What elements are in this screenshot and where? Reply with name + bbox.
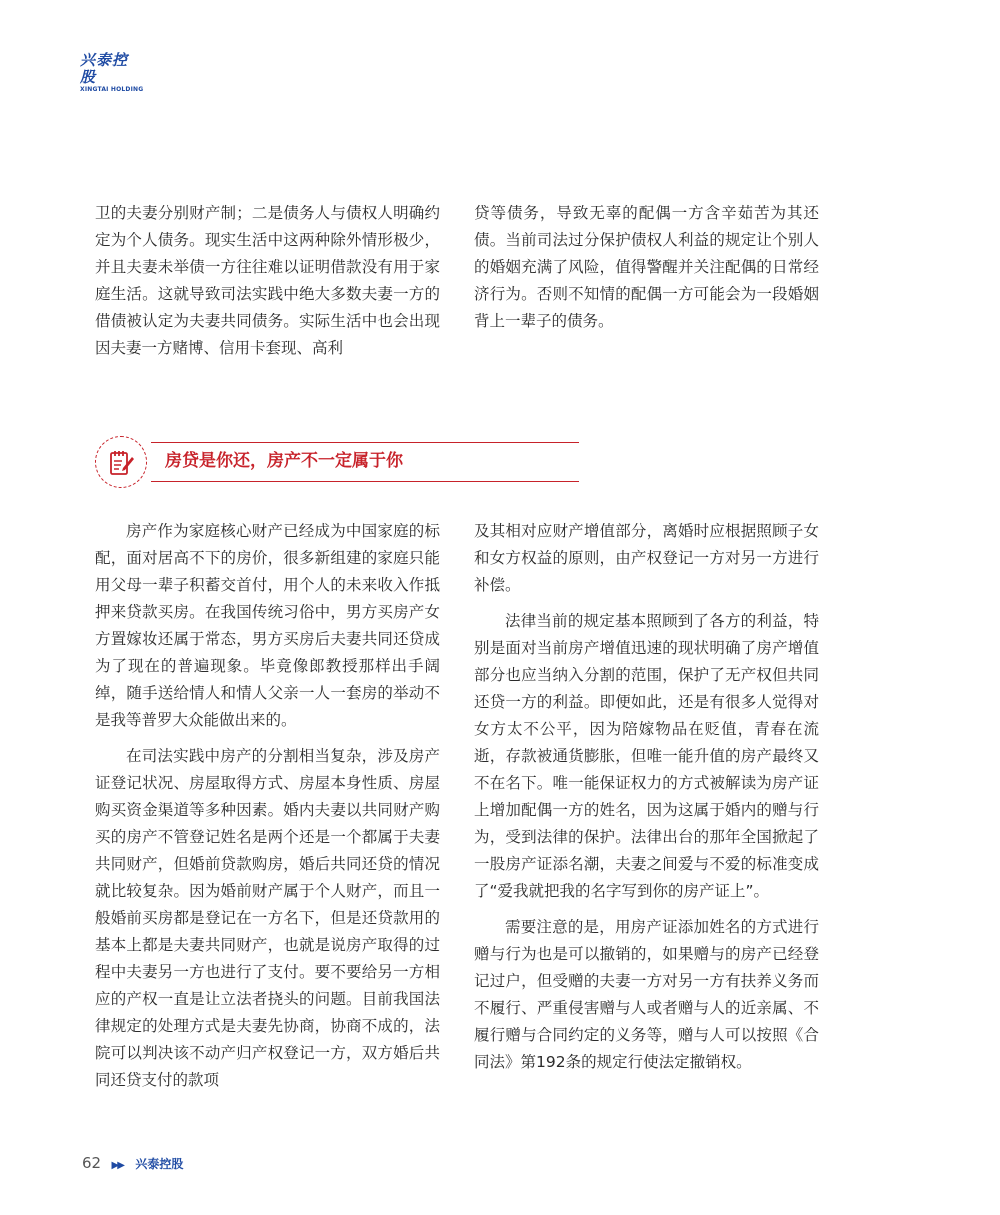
paragraph: 贷等债务，导致无辜的配偶一方含辛茹苦为其还债。当前司法过分保护债权人利益的规定让个别人的婚姻充满了风险，值得警醒并关注配偶的日常经济行为。否则不知情的配偶一方可能会为一段婚姻背上一辈子的债务。 <box>474 204 819 330</box>
double-chevron-right-icon: ▶▶ <box>111 1160 123 1171</box>
main-right-column <box>474 518 819 1076</box>
section-title: 房贷是你还，房产不一定属于你 <box>165 451 403 471</box>
top-left-column <box>95 200 440 362</box>
main-left-column <box>95 518 440 1094</box>
heading-rule-top <box>151 442 579 443</box>
page-footer <box>82 1151 183 1175</box>
paragraph: 房产作为家庭核心财产已经成为中国家庭的标配，面对居高不下的房价，很多新组建的家庭只能用父母一辈子积蓄交首付，用个人的未来收入作抵押来贷款买房。在我国传统习俗中，男方买房产女方置嫁妆还属于常态，男方买房后夫妻共同还贷成为了现在的普遍现象。毕竟像郎教授那样出手阔绰，随手送给情人和情人父亲一人一套房的举动不是我等普罗大众能做出来的。 <box>95 522 440 729</box>
section-heading <box>95 432 580 494</box>
footer-brand: 兴泰控股 <box>135 1157 184 1171</box>
page-number: 62 <box>82 1154 102 1172</box>
company-logo <box>80 51 144 93</box>
paragraph: 在司法实践中房产的分割相当复杂，涉及房产证登记状况、房屋取得方式、房屋本身性质、房屋购买资金渠道等多种因素。婚内夫妻以共同财产购买的房产不管登记姓名是两个还是一个都属于夫妻共同财产，但婚前贷款购房，婚后共同还贷的情况就比较复杂。因为婚前财产属于个人财产，而且一般婚前买房都是登记在一方名下，但是还贷款用的基本上都是夫妻共同财产，也就是说房产取得的过程中夫妻另一方也进行了支付。要不要给另一方相应的产权一直是让立法者挠头的问题。目前我国法律规定的处理方式是夫妻先协商，协商不成的，法院可以判决该不动产归产权登记一方，双方婚后共同还贷支付的款项 <box>95 747 440 1089</box>
paragraph: 需要注意的是，用房产证添加姓名的方式进行赠与行为也是可以撤销的，如果赠与的房产已经登记过户，但受赠的夫妻一方对另一方有扶养义务而不履行、严重侵害赠与人或者赠与人的近亲属、不履行赠与合同约定的义务等，赠与人可以按照《合同法》第192条的规定行使法定撤销权。 <box>474 918 819 1071</box>
paragraph: 法律当前的规定基本照顾到了各方的利益，特别是面对当前房产增值迅速的现状明确了房产增值部分也应当纳入分割的范围，保护了无产权但共同还贷一方的利益。即便如此，还是有很多人觉得对女方太不公平，因为陪嫁物品在贬值，青春在流逝，存款被通货膨胀，但唯一能升值的房产最终又不在名下。唯一能保证权力的方式被解读为房产证上增加配偶一方的姓名，因为这属于婚内的赠与行为，受到法律的保护。法律出台的那年全国掀起了一股房产证添名潮，夫妻之间爱与不爱的标准变成了“爱我就把我的名字写到你的房产证上”。 <box>474 612 819 900</box>
logo-chinese-name: 兴泰控股 <box>80 51 129 86</box>
notepad-pen-icon <box>95 436 147 488</box>
top-right-column <box>474 200 819 335</box>
paragraph: 及其相对应财产增值部分，离婚时应根据照顾子女和女方权益的原则，由产权登记一方对另一方进行补偿。 <box>474 522 819 594</box>
paragraph: 卫的夫妻分别财产制；二是债务人与债权人明确约定为个人债务。现实生活中这两种除外情形极少，并且夫妻未举债一方往往难以证明借款没有用于家庭生活。这就导致司法实践中绝大多数夫妻一方的借债被认定为夫妻共同债务。实际生活中也会出现因夫妻一方赌博、信用卡套现、高利 <box>95 204 440 357</box>
heading-rule-bottom <box>151 481 579 482</box>
logo-english-name: XINGTAI HOLDING <box>80 86 144 93</box>
